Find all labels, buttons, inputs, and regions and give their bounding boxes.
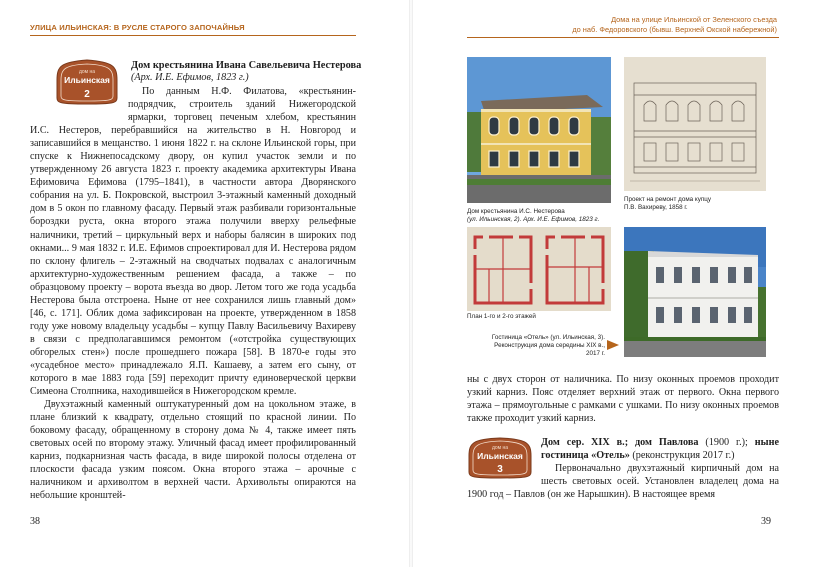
section-title-house-2: Дом крестьянина Ивана Савельевича Нестерова [131,60,362,71]
section-subtitle-house-2: (Арх. И.Е. Ефимов, 1823 г.) [131,72,249,83]
title-3-d: (реконструкция 2017 г.) [632,450,735,461]
photo-hotel-otel [624,227,766,357]
caption-floor-plans: План 1-го и 2-го этажей [467,313,536,320]
arrow-right-icon [607,340,619,350]
section-house-3 [541,436,779,462]
drawing-floor-plans [467,227,611,311]
page-number-right: 39 [761,516,771,527]
title-3-b: (1900 г.); [705,437,748,448]
paragraph-pavlov-text: Первоначально двухэтажный кирпичный дом на шесть световых осей. Установлен владелец дома на 1900 год – Павлов (он же Нарышкин). В настоящее время [467,463,779,501]
running-header-right-line1: Дома на улице Ильинской от Зеленского съезда [611,15,777,24]
title-3-c: ныне гостиница «Отель» [541,437,779,461]
drawing-repair-project [624,57,766,191]
badge-top-text: дом на [78,69,96,75]
caption-hotel-otel [467,334,605,358]
section-title-house-3 [541,436,779,462]
caption-2-line2: П.В. Вахиреву, 1858 г. [624,204,688,212]
paragraph-facade-continued: ны с двух сторон от наличника. По низу оконных проемов проходит узкий карниз. Пояс отделяет верхний этаж от первого. Окна первого этажа – прямоугольные с рамками с ушками. По низу оконных проемов также проходит узкий карниз. [467,374,779,425]
caption-4-line2: Реконструкция дома середины XIX в., [494,342,605,350]
running-header-left: УЛИЦА ИЛЬИНСКАЯ: В РУСЛЕ СТАРОГО ЗАПОЧАЙНЬЯ [30,23,245,32]
paragraph-pavlov-house [467,462,779,528]
caption-4-line3: 2017 г. [585,350,605,358]
badge-number-text-3: 3 [497,464,503,475]
caption-2-line1: Проект на ремонт дома купцу [624,196,712,203]
paragraph-facade-description: Двухэтажный каменный оштукатуренный дом на цокольном этаже, в плане близкий к квадрату, отдельно стоящий по красной линии. По боковому фасаду, обращенному в сторону дома № 4, также имеет пять световых осей по второму этажу. Уличный фасад имеет профилированный карниз, подкарнизная часть фасада, в виде широкой полосы отделена от плоскости фасада узким поясом. Окна второго этажа – арочные с наличником и архиволтом в верхней части. Архивольты опираются на небольшие кронштей- [30,399,356,502]
badge-street-text: Ильинская [64,75,110,85]
caption-repair-project [624,196,784,212]
article-body-left [30,85,356,505]
paragraph-nesterov-history: По данным Н.Ф. Филатова, «крестьянин-подрядчик, строитель зданий Нижегородской ярмарки, торговец печеным хлебом, крестьянин И.С. Нестеров, перебравшийся на жительство в Н. Новгород и записавшийся в мещанство. 1 июня 1822 г. на склоне Ильинской горы, при спуске к Нижнепосадскому двору, он купил участок земли и по утвержденному 26 августа 1823 г. проекту академика архитектуры Ивана Ефимовича Ефимова (1795–1841), в частности автора Дворянского собрания на ул. Б. Покровской, выстроил 3-этажный каменный доходный дом в 5 окон по главному фасаду. Первый этаж разбивали горизонтальные бороздки руста, окна второго этажа получили вверху рельефные наличники, третий – циркульный верх и наборы балясин в широких под окнами... 9 мая 1832 г. И.Е. Ефимов спроектировал для И. Нестерова рядом по склону флигель – 2-этажный на сводчатых подвалах с аналогичным архитектурно-художественным решением фасада, а также – по образцовому проекту – ворота въезда во двор. Летом того же года усадьба Нестерова была отстроена. Ныне от нее сохранился лишь главный дом» [46, с. 171]. Облик дома зафиксирован на проекте, утвержденном в 1858 году уже новому владельцу усадьбы – купцу Павлу Васильевичу Вахиреву в связи с предполагавшимся ремонтом («отстройка существующих обгорелых стен») после прошедшего пожара [58]. В 1870-е годы это «усадебное место» принадлежало Я.П. Кашаеву, а затем его сыну, от которого в мае 1883 года [59] переходит причту единоверческой церкви Симеона Столпника, находившейся в Нижегородском кремле. [30,86,356,398]
right-page [411,0,822,567]
caption-nesterov-house [467,208,627,224]
page-number-left: 38 [30,516,40,527]
running-header-right-line2: до наб. Федоровского (бывш. Верхней Окской набережной) [572,25,777,34]
header-rule-left [30,35,356,36]
caption-1-line1: Дом крестьянина И.С. Нестерова [467,208,565,215]
badge-top-text-3: дом на [491,445,509,451]
header-rule-right [467,37,779,38]
title-3-a: Дом сер. XIX в.; дом Павлова [541,437,699,448]
caption-4-line1: Гостиница «Отель» (ул. Ильинская, 3). [491,334,605,341]
badge-number-text: 2 [84,89,90,100]
badge-street-text-3: Ильинская [477,451,523,461]
running-header-right [572,15,777,35]
photo-nesterov-house [467,57,611,203]
caption-1-line2: (ул. Ильинская, 2). Арх. И.Е. Ефимов, 1823 г. [467,216,600,224]
